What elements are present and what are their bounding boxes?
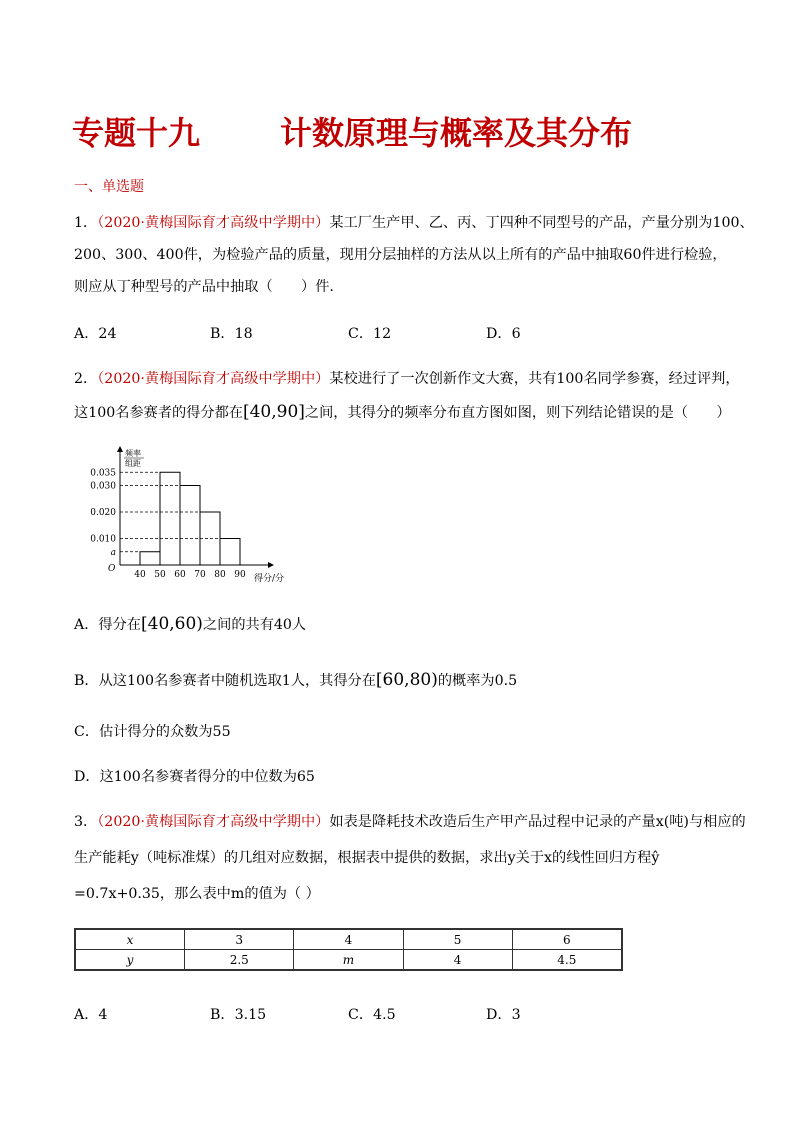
q1-choice-d: D．6 <box>486 326 521 342</box>
x-tick-label: 90 <box>234 570 246 580</box>
q2-interval: [40,90] <box>242 402 305 422</box>
q2-text1: 某校进行了一次创新作文大赛，共有100名同学参赛，经过评判， <box>329 371 740 387</box>
q1-number: 1． <box>74 215 98 231</box>
q3-line1 <box>74 811 746 831</box>
q2-option-b-interval: [60,80) <box>375 670 438 690</box>
x-tick-label: 80 <box>214 570 226 580</box>
y-axis-arrow <box>117 446 123 452</box>
q2-option-c: C．估计得分的众数为55 <box>74 724 231 740</box>
q2-line2 <box>74 402 731 422</box>
origin-label: O <box>108 564 116 574</box>
table-cell: m <box>294 950 403 971</box>
q1-line2: 200、300、400件，为检验产品的质量，现用分层抽样的方法从以上所有的产品中抽取60件进行检验， <box>74 247 727 263</box>
y-axis-label-bottom: 组距 <box>125 459 141 468</box>
y-tick-label: 0.020 <box>90 508 116 518</box>
x-tick-label: 40 <box>134 570 146 580</box>
q2-source: （2020·黄梅国际育才高级中学期中） <box>97 371 330 387</box>
q3-source: （2020·黄梅国际育才高级中学期中） <box>97 814 330 830</box>
x-axis-label: 得分/分 <box>254 574 285 584</box>
q1-line3: 则应从丁种型号的产品中抽取（ ）件. <box>74 279 334 295</box>
q1-line1 <box>74 212 754 232</box>
histogram-bar <box>220 539 240 566</box>
q3-choice-c: C．4.5 <box>348 1007 396 1023</box>
q2-number: 2． <box>74 371 98 387</box>
q3-choice-d: D．3 <box>486 1007 521 1023</box>
x-tick-label: 70 <box>194 570 206 580</box>
title-number: 专题十九 <box>72 114 201 152</box>
table-cell: 2.5 <box>185 950 294 971</box>
histogram-chart <box>86 444 306 589</box>
page-title: 计数原理与概率及其分布 <box>280 114 633 152</box>
q2-option-d: D．这100名参赛者得分的中位数为65 <box>74 769 315 785</box>
section-heading: 一、单选题 <box>74 179 144 195</box>
q2-option-a-text1: A．得分在 <box>74 617 141 633</box>
y-tick-label: 0.035 <box>90 468 116 479</box>
q2-option-b-text2: 的概率为0.5 <box>437 673 518 689</box>
q3-text1: 如表是降耗技术改造后生产甲产品过程中记录的产量x(吨)与相应的 <box>329 814 746 830</box>
x-tick-label: 50 <box>154 570 166 580</box>
y-tick-label: 0.030 <box>90 481 116 492</box>
histogram-bar <box>180 486 200 566</box>
q1-choice-b: B．18 <box>210 326 253 342</box>
table-cell: 5 <box>403 929 512 950</box>
table-cell: x <box>75 929 185 950</box>
y-axis-label-top: 频率 <box>125 449 141 458</box>
q1-choice-c: C．12 <box>348 326 392 342</box>
q2-line1 <box>74 368 740 388</box>
q2-text2a: 这100名参赛者的得分都在 <box>74 405 243 421</box>
q3-line2: 生产能耗y（吨标准煤）的几组对应数据，根据表中提供的数据，求出y关于x的线性回归方程ŷ <box>74 850 660 866</box>
q3-number: 3． <box>74 814 98 830</box>
table-cell: 6 <box>512 929 622 950</box>
x-axis-arrow <box>268 562 274 568</box>
q2-option-a-text2: 之间的共有40人 <box>202 617 307 633</box>
data-table <box>74 928 623 971</box>
q2-option-b-text1: B．从这100名参赛者中随机选取1人，其得分在 <box>74 673 376 689</box>
table-cell: 4.5 <box>512 950 622 971</box>
y-tick-label: 0.010 <box>90 534 116 545</box>
q1-text1: 某工厂生产甲、乙、丙、丁四种不同型号的产品，产量分别为100、 <box>329 215 754 231</box>
table-cell: 4 <box>403 950 512 971</box>
q3-choice-b: B．3.15 <box>210 1007 267 1023</box>
q2-option-a <box>74 614 306 634</box>
q3-line3: =0.7x+0.35，那么表中m的值为（ ） <box>74 886 320 902</box>
q2-text2b: 之间，其得分的频率分布直方图如图，则下列结论错误的是（ ） <box>304 405 731 421</box>
table-row <box>75 950 622 971</box>
table-cell: y <box>75 950 185 971</box>
x-tick-label: 60 <box>174 570 186 580</box>
table-cell: 3 <box>185 929 294 950</box>
table-row <box>75 929 622 950</box>
q2-option-a-interval: [40,60) <box>141 614 203 634</box>
table-cell: 4 <box>294 929 403 950</box>
histogram-bar <box>140 552 160 565</box>
q1-source: （2020·黄梅国际育才高级中学期中） <box>97 215 330 231</box>
y-tick-label: a <box>110 547 116 558</box>
q1-choice-a: A．24 <box>74 326 117 342</box>
histogram-bar <box>160 472 180 565</box>
q3-choice-a: A．4 <box>74 1007 108 1023</box>
q2-option-b <box>74 670 517 690</box>
